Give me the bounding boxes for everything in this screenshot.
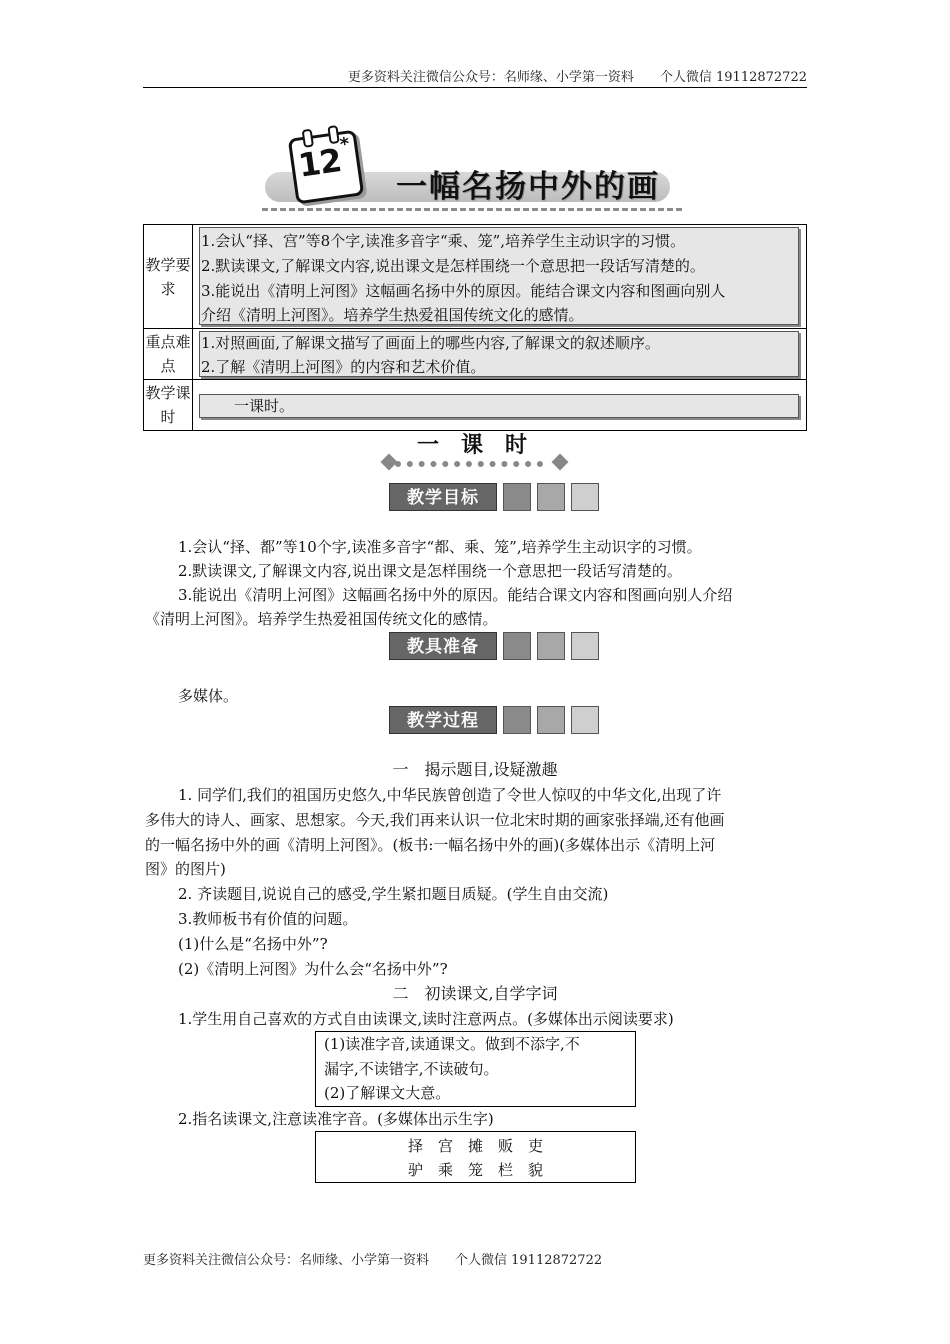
tag-square-icon xyxy=(537,483,565,511)
period-title: 一课时 xyxy=(417,433,550,458)
tag-square-icon xyxy=(537,632,565,660)
prep-text: 多媒体。 xyxy=(178,687,239,705)
lesson-star: * xyxy=(338,133,351,156)
tag-square-icon xyxy=(571,483,599,511)
prep-tag-label: 教具准备 xyxy=(389,632,497,660)
tag-square-icon xyxy=(503,632,531,660)
goals-tag xyxy=(389,483,599,511)
teaching-req-line: 1.会认“择、宫”等8个字,读准多音字“乘、笼”,培养学生主动识字的习惯。 xyxy=(201,232,686,250)
teaching-req-label: 教学要求 xyxy=(145,256,191,298)
goal-item: 《清明上河图》。培养学生热爱祖国传统文化的感情。 xyxy=(145,610,498,628)
section-title: 二 初读课文,自学字词 xyxy=(392,984,558,1003)
new-characters-row: 择 宫 摊 贩 吏 xyxy=(407,1137,543,1155)
title-dashed-divider xyxy=(262,208,682,211)
key-point-line: 1.对照画面,了解课文描写了画面上的哪些内容,了解课文的叙述顺序。 xyxy=(201,334,660,352)
paragraph-line: 2. 齐读题目,说说自己的感受,学生紧扣题目质疑。(学生自由交流) xyxy=(178,885,609,903)
paragraph-line: 多伟大的诗人、画家、思想家。今天,我们再来认识一位北宋时期的画家张择端,还有他画 xyxy=(145,811,725,829)
lesson-number: 12 xyxy=(295,141,344,185)
prep-tag xyxy=(389,632,599,660)
requirements-table xyxy=(143,224,807,431)
paragraph-line: 1.学生用自己喜欢的方式自由读课文,读时注意两点。(多媒体出示阅读要求) xyxy=(178,1010,674,1028)
goal-item: 2.默读课文,了解课文内容,说出课文是怎样围绕一个意思把一段话写清楚的。 xyxy=(178,562,682,580)
goal-item: 3.能说出《清明上河图》这幅画名扬中外的原因。能结合课文内容和图画向别人介绍 xyxy=(178,586,733,604)
paragraph-line: 3.教师板书有价值的问题。 xyxy=(178,910,358,928)
key-point-line: 2.了解《清明上河图》的内容和艺术价值。 xyxy=(201,358,486,376)
paragraph-line: 2.指名读课文,注意读准字音。(多媒体出示生字) xyxy=(178,1110,494,1128)
header-rule xyxy=(143,87,807,88)
new-characters-box xyxy=(315,1131,636,1183)
new-characters-row: 驴 乘 笼 栏 貌 xyxy=(407,1161,543,1179)
reading-requirement-line: (2)了解课文大意。 xyxy=(324,1084,451,1102)
paragraph-line: 图》的图片) xyxy=(145,860,226,878)
tag-square-icon xyxy=(537,706,565,734)
teaching-req-line: 2.默读课文,了解课文内容,说出课文是怎样围绕一个意思把一段话写清楚的。 xyxy=(201,257,705,275)
page-header-text: 更多资料关注微信公众号：名师缘、小学第一资料 个人微信 19112872722 xyxy=(347,70,807,85)
goals-tag-label: 教学目标 xyxy=(389,483,497,511)
period-dotted-divider xyxy=(395,461,543,467)
tag-square-icon xyxy=(503,706,531,734)
page-footer-text: 更多资料关注微信公众号：名师缘、小学第一资料 个人微信 19112872722 xyxy=(143,1253,603,1268)
hours-value: 一课时。 xyxy=(234,397,295,415)
lesson-title: 一幅名扬中外的画 xyxy=(396,169,660,205)
tag-square-icon xyxy=(571,706,599,734)
table-divider xyxy=(144,379,806,380)
key-points-label: 重点难点 xyxy=(145,333,191,375)
process-tag-label: 教学过程 xyxy=(389,706,497,734)
process-tag xyxy=(389,706,599,734)
tag-square-icon xyxy=(503,483,531,511)
lesson-number-calendar-icon xyxy=(288,130,365,205)
tag-square-icon xyxy=(571,632,599,660)
paragraph-line: 的一幅名扬中外的画《清明上河图》。(板书:一幅名扬中外的画)(多媒体出示《清明上河 xyxy=(145,836,716,854)
goal-item: 1.会认“择、都”等10个字,读准多音字“都、乘、笼”,培养学生主动识字的习惯。 xyxy=(178,538,702,556)
reading-requirement-line: 漏字,不读错字,不读破句。 xyxy=(324,1060,499,1078)
paragraph-line: 1. 同学们,我们的祖国历史悠久,中华民族曾创造了令世人惊叹的中华文化,出现了许 xyxy=(178,786,722,804)
hours-label: 教学课时 xyxy=(145,384,191,426)
question-item: (1)什么是“名扬中外”? xyxy=(178,935,328,953)
section-title: 一 揭示题目,设疑激趣 xyxy=(392,760,558,779)
question-item: (2)《清明上河图》为什么会“名扬中外”? xyxy=(178,960,448,978)
period-bullet-icon xyxy=(552,454,569,471)
reading-requirements-box xyxy=(315,1031,636,1107)
teaching-req-line: 3.能说出《清明上河图》这幅画名扬中外的原因。能结合课文内容和图画向别人 xyxy=(201,282,726,300)
reading-requirement-line: (1)读准字音,读通课文。做到不添字,不 xyxy=(324,1035,580,1053)
table-divider xyxy=(144,328,806,329)
teaching-req-line: 介绍《清明上河图》。培养学生热爱祖国传统文化的感情。 xyxy=(201,306,584,324)
